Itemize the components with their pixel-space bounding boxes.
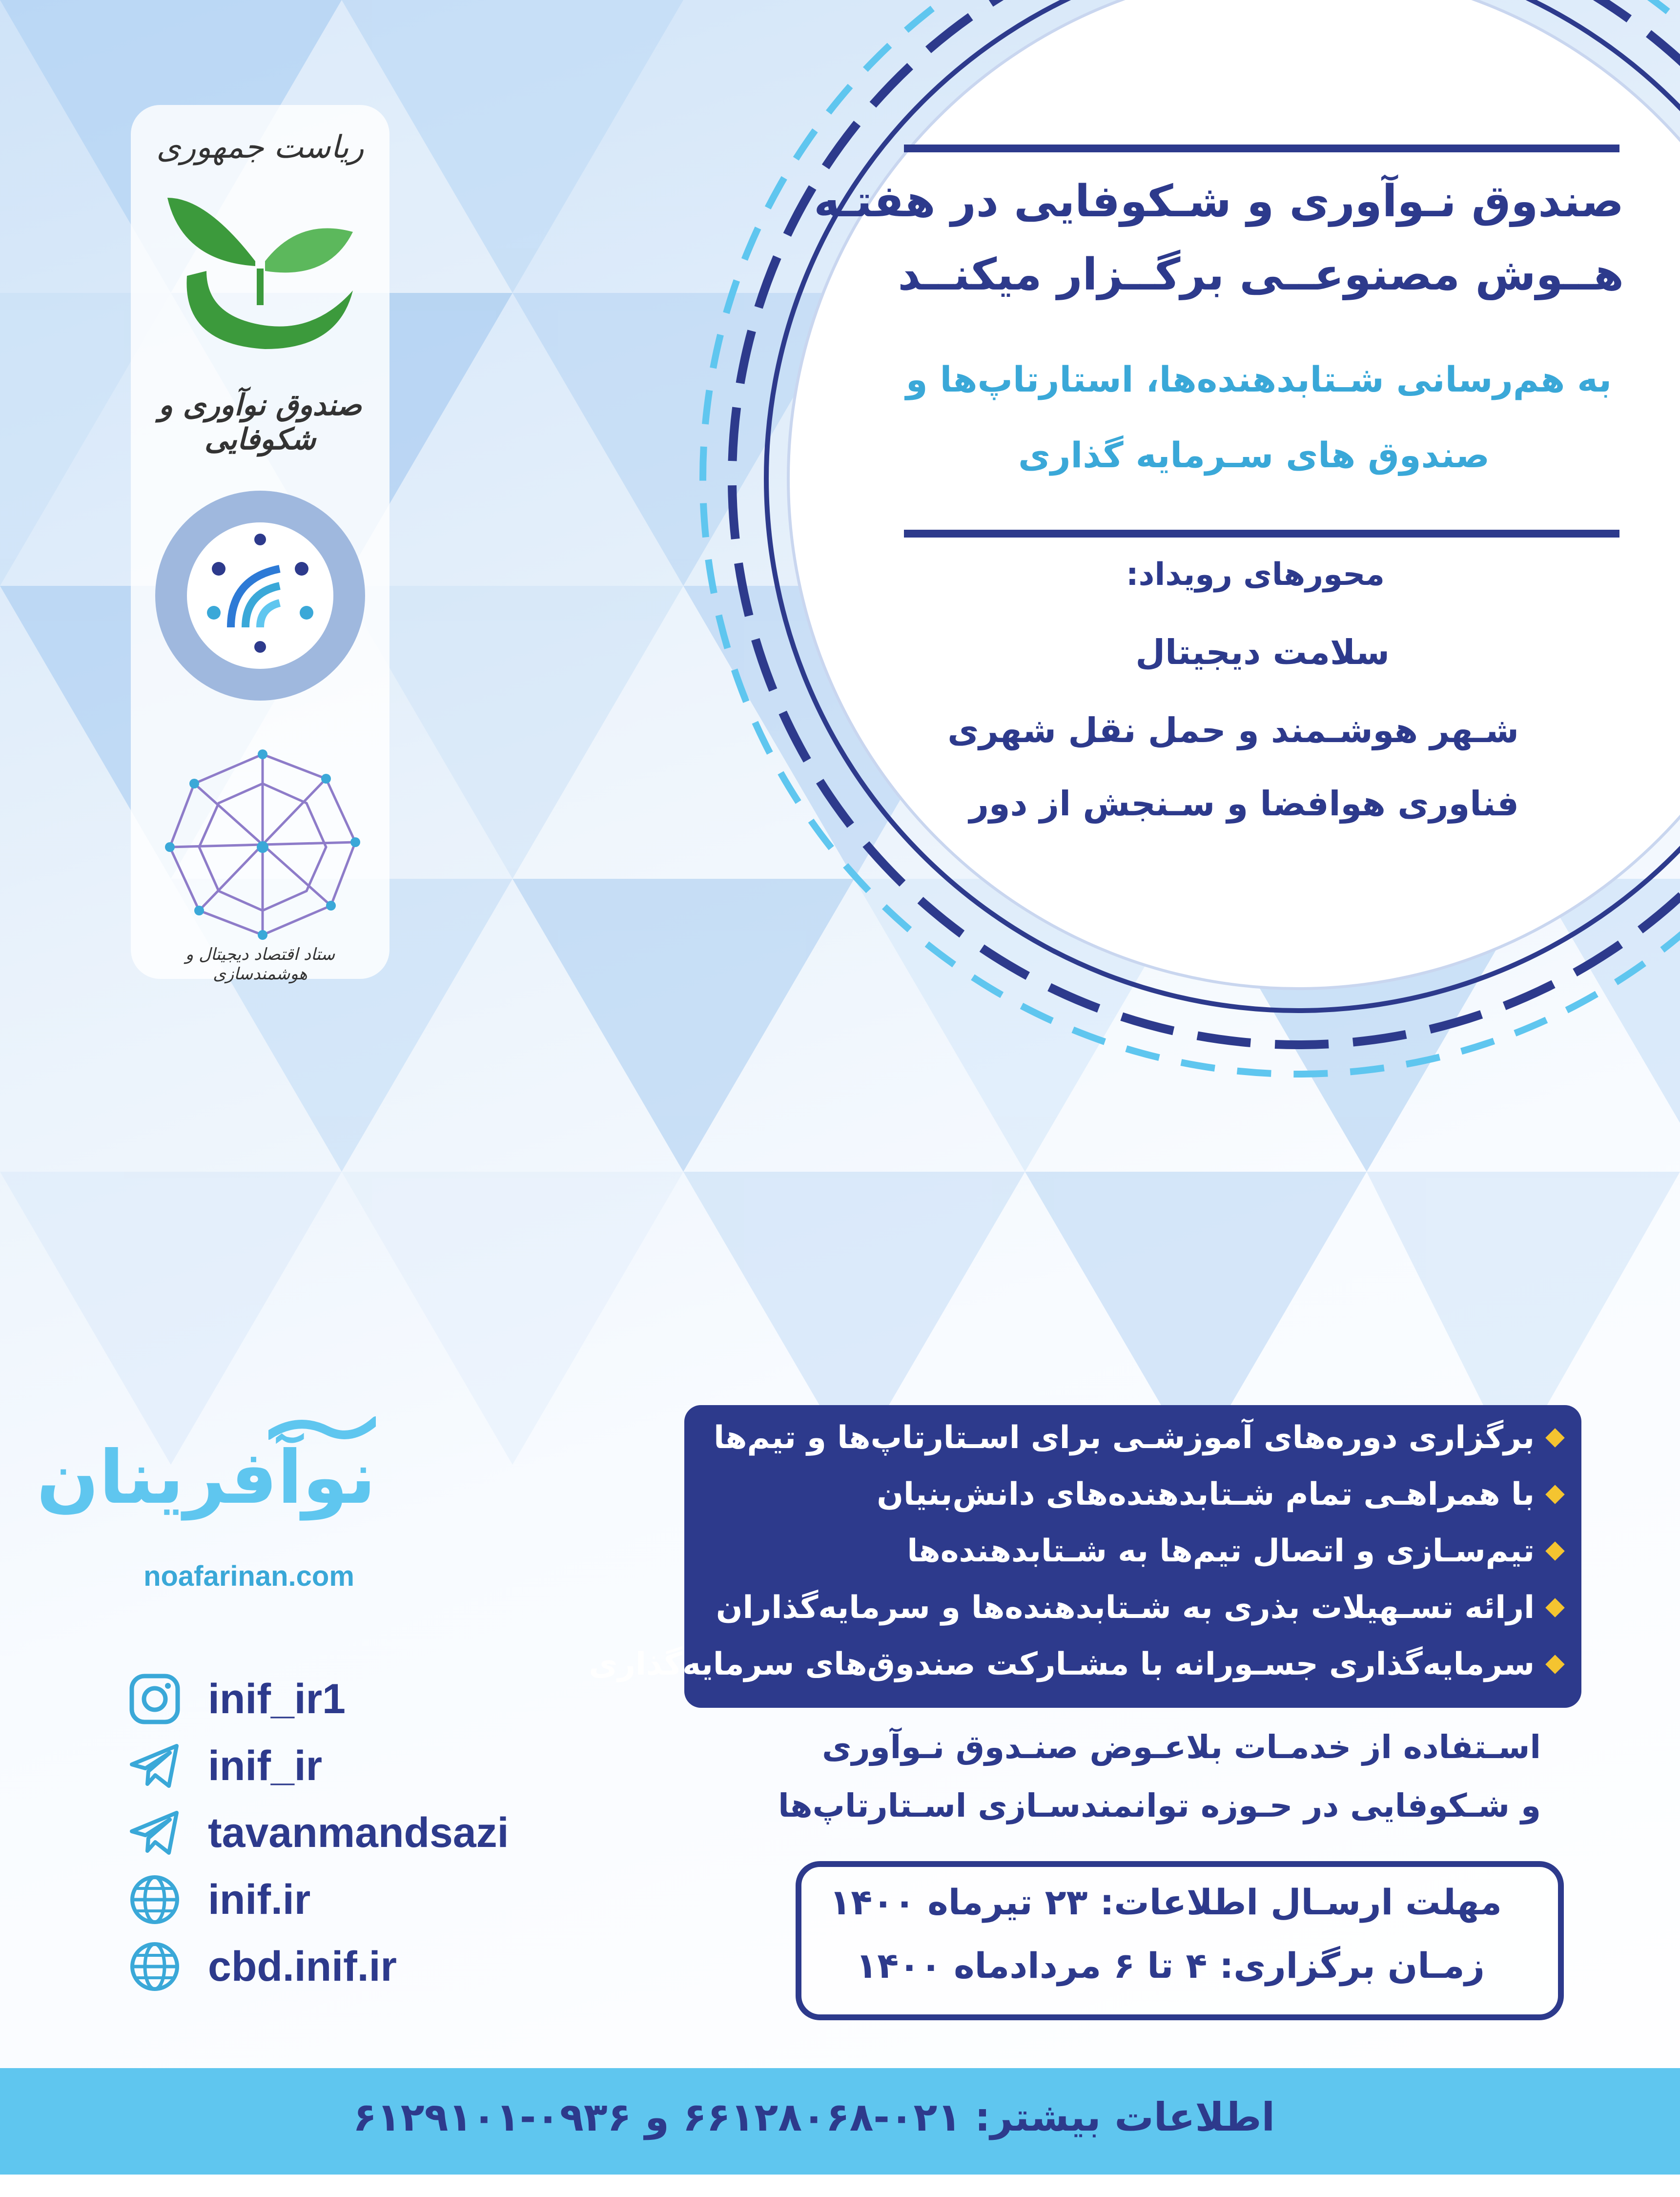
social-website-2[interactable]	[128, 1940, 397, 1993]
digital-hq-logo-icon	[150, 735, 375, 959]
bullet-diamond-icon	[1545, 1541, 1565, 1561]
feature-text: ارائه تسـهیلات بذری به شـتابدهنده‌ها و سرمایه‌گذاران	[716, 1590, 1535, 1626]
footer-band	[0, 2068, 1680, 2175]
social-label: tavanmandsazi	[208, 1809, 509, 1856]
feature-item-1	[714, 1420, 1562, 1456]
bullet-diamond-icon	[1545, 1485, 1565, 1504]
presidency-label: ریاست جمهوری	[156, 129, 364, 166]
feature-text: با همراهـی تمام شـتابدهنده‌های دانش‌بنیان	[877, 1476, 1535, 1513]
noafarinan-brand-text: نوآفرینان	[36, 1435, 376, 1520]
theme-item-1: سلامت دیجیتال	[1135, 632, 1390, 672]
ict-center-logo-icon	[150, 486, 370, 705]
social-telegram-2[interactable]	[128, 1806, 509, 1860]
telegram-icon	[128, 1806, 182, 1860]
social-label: cbd.inif.ir	[208, 1943, 397, 1990]
theme-item-2: شـهر هوشـمند و حمل نقل شهری	[947, 710, 1519, 750]
social-telegram-1[interactable]	[128, 1739, 322, 1793]
social-instagram[interactable]	[128, 1672, 346, 1726]
feature-item-2	[877, 1476, 1562, 1513]
instagram-icon	[128, 1672, 182, 1726]
telegram-icon	[128, 1739, 182, 1793]
noafarinan-logo	[36, 1416, 376, 1533]
service-note-line1: اسـتفاده از خدمـات بلاعـوض صنـدوق نـوآوری	[822, 1728, 1541, 1766]
headline-line1: صندوق نـوآوری و شـکوفایی در هفتـه	[814, 176, 1624, 227]
features-box	[589, 1405, 1581, 1708]
feature-text: تیم‌سـازی و اتصال تیم‌ها به شـتابدهنده‌ها	[907, 1533, 1535, 1569]
feature-item-4	[716, 1590, 1562, 1626]
social-label: inif_ir	[208, 1742, 323, 1789]
top-divider	[904, 145, 1619, 152]
footer-contact: اطلاعات بیشتر: ۰۲۱-۶۶۱۲۸۰۶۸ و ۰۹۳۶-۶۱۲۹۱۰۱	[353, 2094, 1275, 2140]
bullet-diamond-icon	[1545, 1598, 1565, 1617]
service-note-line2: و شـکوفایی در حـوزه توانمندسـازی اسـتارتاپ‌ها	[778, 1787, 1541, 1824]
digital-hq-label: ستاد اقتصاد دیجیتال و هوشمندسازی	[185, 945, 335, 984]
feature-text: سرمایه‌گذاری جسـورانه با مشـارکت صندوق‌های سرمایه‌گذاری	[589, 1646, 1535, 1682]
feature-text: برگزاری دوره‌های آموزشـی برای اسـتارتاپ‌ها و تیم‌ها	[714, 1420, 1535, 1456]
footer-bottom-strip	[0, 2175, 1680, 2197]
logo-strip	[131, 105, 389, 984]
subtitle-line2: صندوق های سـرمایه گذاری	[1018, 435, 1490, 476]
middle-divider	[904, 530, 1619, 538]
noafarinan-url[interactable]: noafarinan.com	[143, 1560, 354, 1592]
bullet-diamond-icon	[1545, 1655, 1565, 1674]
feature-item-3	[907, 1533, 1562, 1569]
social-label: inif_ir1	[208, 1675, 346, 1722]
subtitle-line1: به هم‌رسانی شـتابدهنده‌ها، استارتاپ‌ها و	[905, 359, 1612, 400]
deadline-text: مهلت ارسـال اطلاعات: ۲۳ تیرماه ۱۴۰۰	[829, 1882, 1502, 1923]
globe-icon	[128, 1940, 182, 1993]
leaf-logo-icon	[153, 178, 368, 364]
headline-line2: هــوش مصنوعــی برگــزار میکنــد	[898, 249, 1624, 300]
feature-item-5	[589, 1646, 1562, 1682]
bullet-diamond-icon	[1545, 1428, 1565, 1448]
social-label: inif.ir	[208, 1876, 311, 1923]
fund-name-label: صندوق نوآوری و شکوفایی	[158, 388, 362, 456]
social-website-1[interactable]	[128, 1873, 310, 1927]
globe-icon	[128, 1873, 182, 1927]
themes-heading: محورهای رویداد:	[1126, 557, 1385, 593]
dates-box	[796, 1861, 1564, 2020]
event-date-text: زمـان برگزاری: ۴ تا ۶ مردادماه ۱۴۰۰	[856, 1945, 1485, 1986]
theme-item-3: فناوری هوافضا و سـنجش از دور	[969, 784, 1519, 824]
